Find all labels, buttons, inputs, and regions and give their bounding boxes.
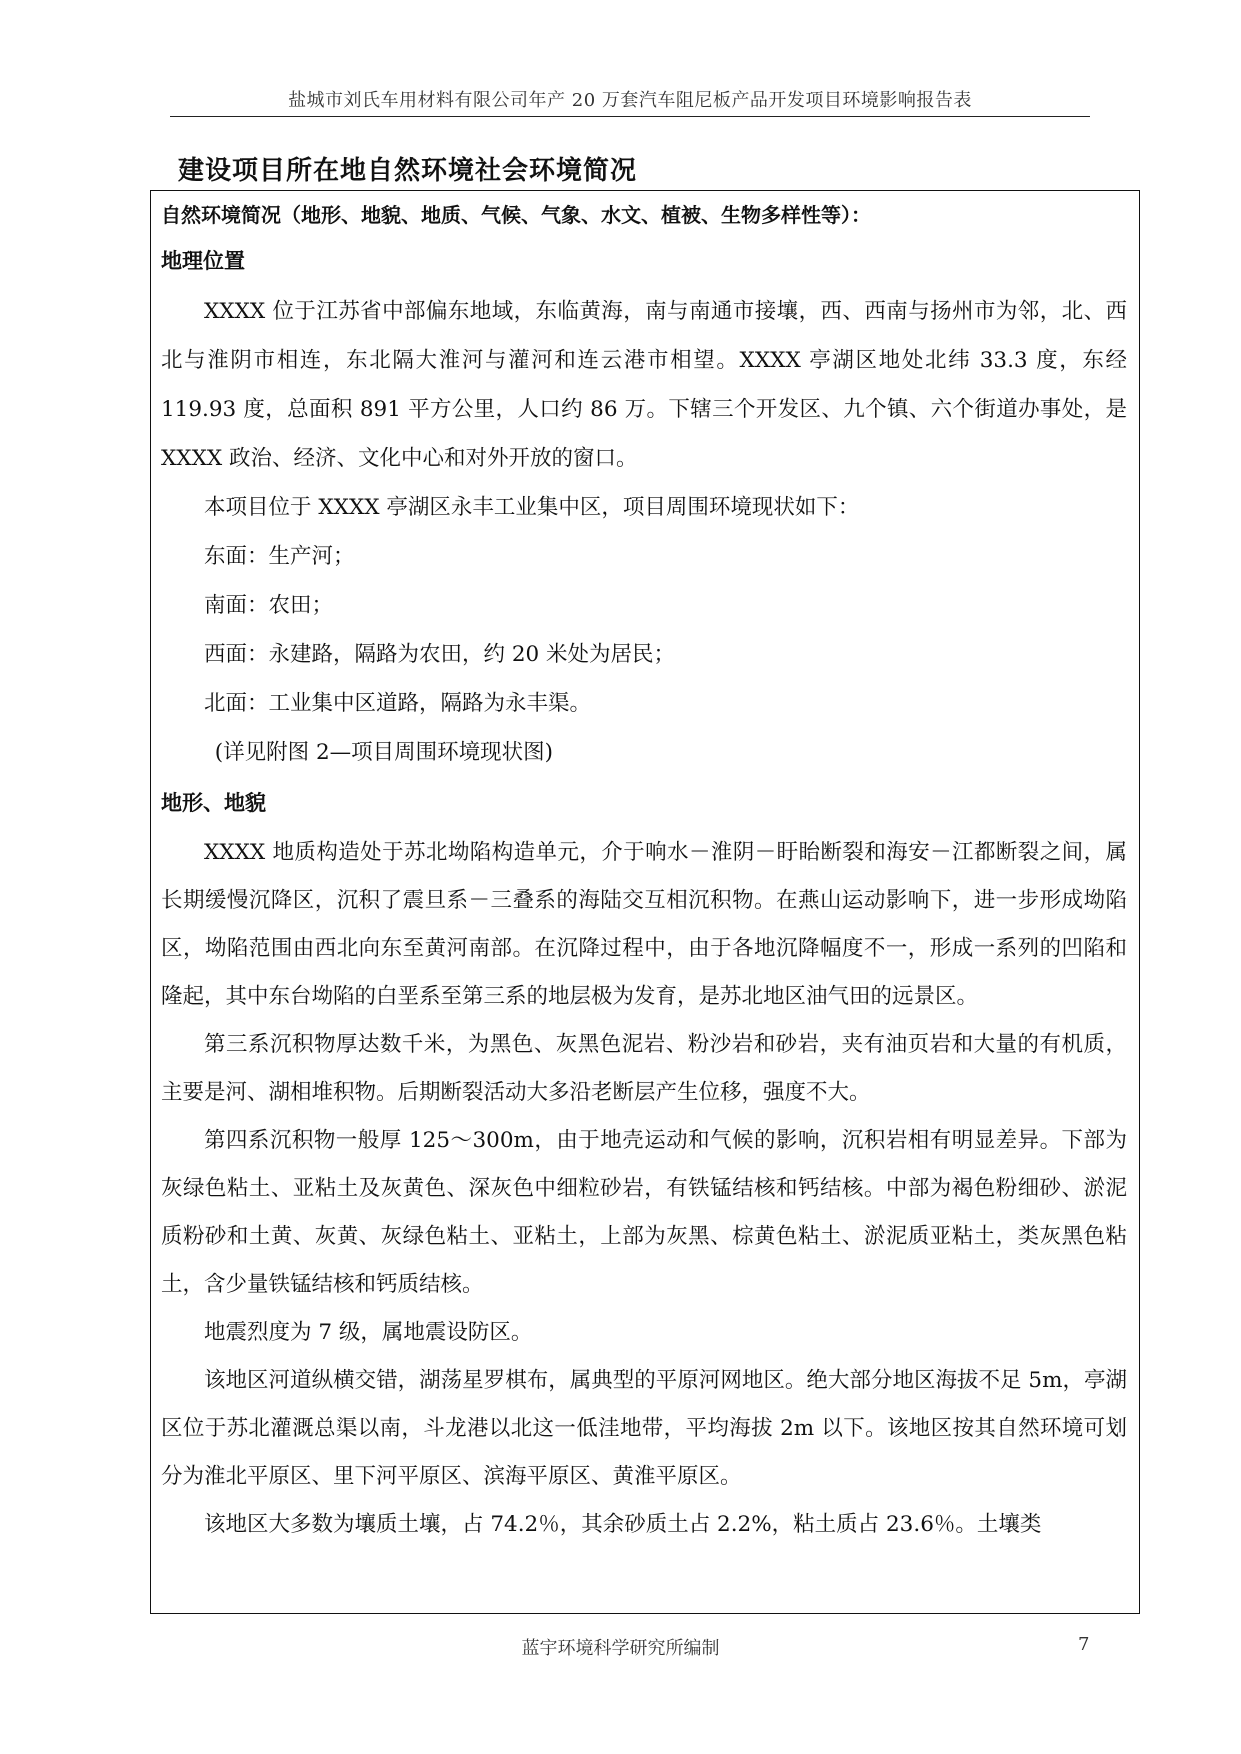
- content-box: [150, 190, 1140, 1614]
- terrain-paragraph-4: 地震烈度为 7 级，属地震设防区。: [204, 1320, 533, 1345]
- terrain-paragraph-2: 第三系沉积物厚达数千米，为黑色、灰黑色泥岩、粉沙岩和砂岩，夹有油页岩和大量的有机质，主要是河、湖相堆积物。后期断裂活动大多沿老断层产生位移，强度不大。: [161, 1032, 1127, 1105]
- terrain-paragraph-3: 第四系沉积物一般厚 125～300m，由于地壳运动和气候的影响，沉积岩相有明显差异。下部为灰绿色粘土、亚粘土及灰黄色、深灰色中细粒砂岩，有铁锰结核和钙结核。中部为褐色粉细砂、淤泥质粉砂和土黄、灰黄、灰绿色粘土、亚粘土，上部为灰黑、棕黄色粘土、淤泥质亚粘土，类灰黑色粘土，含少量铁锰结核和钙质结核。: [161, 1128, 1127, 1297]
- header-rule: [170, 116, 1090, 117]
- page-number: 7: [1078, 1634, 1090, 1655]
- terrain-paragraph-5: 该地区河道纵横交错，湖荡星罗棋布，属典型的平原河网地区。绝大部分地区海拔不足 5m，亭湖区位于苏北灌溉总渠以南，斗龙港以北这一低洼地带，平均海拔 2m 以下。该地区按其自然环境可划分为淮北平原区、里下河平原区、滨海平原区、黄淮平原区。: [161, 1368, 1127, 1489]
- surroundings-west: 西面：永建路，隔路为农田，约 20 米处为居民；: [204, 642, 676, 667]
- terrain-paragraph-6: 该地区大多数为壤质土壤，占 74.2％，其余砂质土占 2.2%，粘土质占 23.6％。土壤类: [204, 1512, 1042, 1537]
- surroundings-north: 北面：工业集中区道路，隔路为永丰渠。: [204, 691, 592, 716]
- surroundings-south: 南面：农田；: [204, 593, 334, 618]
- location-heading: 地理位置: [161, 248, 245, 273]
- terrain-heading: 地形、地貌: [161, 790, 266, 815]
- terrain-paragraph-1: XXXX 地质构造处于苏北坳陷构造单元，介于响水－淮阴－盱眙断裂和海安－江都断裂之间，属长期缓慢沉降区，沉积了震旦系－三叠系的海陆交互相沉积物。在燕山运动影响下，进一步形成坳陷区，坳陷范围由西北向东至黄河南部。在沉降过程中，由于各地沉降幅度不一，形成一系列的凹陷和隆起，其中东台坳陷的白垩系至第三系的地层极为发育，是苏北地区油气田的远景区。: [161, 840, 1127, 1009]
- running-header: 盐城市刘氏车用材料有限公司年产 20 万套汽车阻尼板产品开发项目环境影响报告表: [288, 90, 972, 111]
- location-paragraph-1: XXXX 位于江苏省中部偏东地域，东临黄海，南与南通市接壤，西、西南与扬州市为邻，北、西北与淮阴市相连，东北隔大淮河与灌河和连云港市相望。XXXX 亭湖区地处北纬 33.3 度，东经 119.93 度，总面积 891 平方公里，人口约 86 万。下辖三个开发区、九个镇、六个街道办事处，是 XXXX 政治、经济、文化中心和对外开放的窗口。: [161, 299, 1127, 471]
- surroundings-east: 东面：生产河；: [204, 544, 355, 569]
- figure-reference-note: (详见附图 2—项目周围环境现状图): [214, 740, 554, 765]
- location-paragraph-2: 本项目位于 XXXX 亭湖区永丰工业集中区，项目周围环境现状如下：: [204, 495, 860, 520]
- footer-compiler: 蓝宇环境科学研究所编制: [521, 1638, 720, 1659]
- intro-heading: 自然环境简况（地形、地貌、地质、气候、气象、水文、植被、生物多样性等）：: [161, 203, 871, 227]
- section-title: 建设项目所在地自然环境社会环境简况: [178, 156, 638, 186]
